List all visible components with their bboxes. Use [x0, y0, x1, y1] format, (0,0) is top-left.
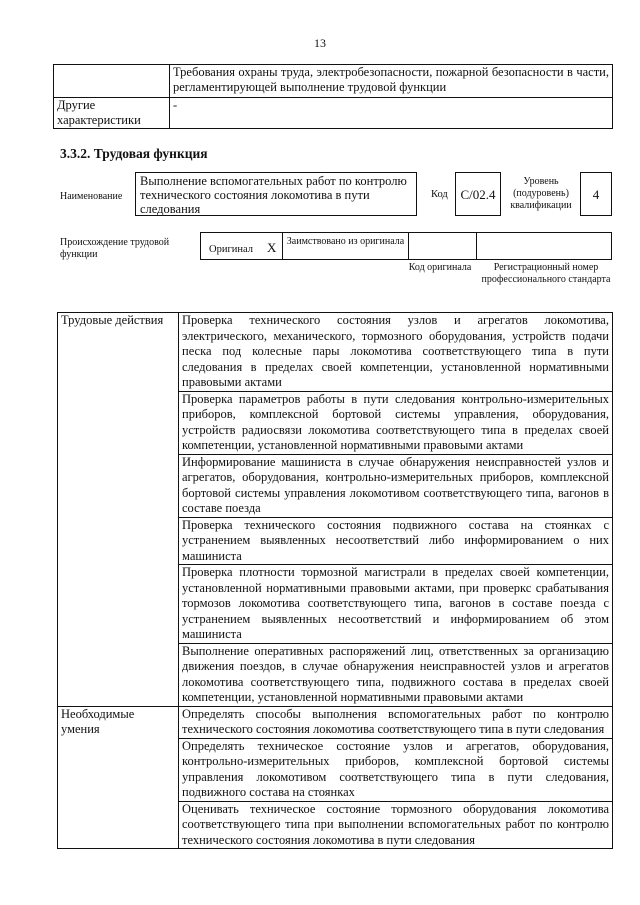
code-original-cell — [409, 233, 477, 259]
skill-item: Определять техническое состояние узлов и агрегатов, оборудования, контрольно-измерительных приборов, комплексной бортовой системы управления локомотивом соответствующего типа в пути следования, подвижного состава на стоянках — [179, 738, 613, 801]
other-characteristics-label: Другие характеристики — [54, 98, 170, 129]
labor-action-item: Проверка технического состояния узлов и агрегатов локомотива, электрического, механического, тормозного оборудования, устройств подачи песка под колесные пары локомотива соответствующего типа в пути следования в пределах своей компетенции, установленной нормативными правовыми актами — [179, 313, 613, 392]
safety-requirements-text: Требования охраны труда, электробезопасности, пожарной безопасности в части, регламентирующей выполнение трудовой функции — [170, 65, 613, 98]
original-mark: X — [267, 240, 277, 255]
name-label: Наименование — [60, 191, 123, 202]
labor-action-item: Проверка параметров работы в пути следования контрольно-измерительных приборов, комплексной бортовой системы управления, оборудования, устройств радиосвязи локомотива соответствующего типа в пределах своей компетенции, установленной нормативными правовыми актами — [179, 391, 613, 454]
code-label: Код — [431, 189, 448, 200]
table-row — [54, 98, 613, 129]
table-row — [58, 313, 613, 392]
labor-function-table — [57, 312, 613, 849]
reg-number-label: Регистрационный номер профессионального стандарта — [481, 262, 611, 285]
skill-item: Определять способы выполнения вспомогательных работ по контролю технического состояния локомотива соответствующего типа в пути следования — [179, 706, 613, 738]
origin-row — [200, 232, 612, 260]
empty-cell — [54, 65, 170, 98]
borrowed-label: Заимствовано из оригинала — [283, 233, 409, 259]
skill-item: Оценивать техническое состояние тормозного оборудования локомотива соответствующего типа при выполнении вспомогательных работ по контролю технического состояния локомотива в пути следования — [179, 801, 613, 849]
origin-label: Происхождение трудовой функции — [60, 237, 170, 260]
skills-label: Необходимые умения — [58, 706, 179, 849]
page-number: 13 — [314, 36, 326, 50]
other-characteristics-value: - — [170, 98, 613, 129]
original-cell — [201, 233, 283, 259]
original-label: Оригинал — [209, 244, 253, 255]
function-name-box: Выполнение вспомогательных работ по контролю технического состояния локомотива в пути следования — [135, 172, 417, 216]
level-label: Уровень (подуровень) квалификации — [510, 176, 572, 211]
section-heading: 3.3.2. Трудовая функция — [60, 146, 208, 161]
code-original-label: Код оригинала — [408, 262, 472, 273]
code-value-box: C/02.4 — [455, 172, 501, 216]
labor-action-item: Проверка плотности тормозной магистрали в пределах своей компетенции, установленной нормативными правовыми актами, при проверкс срабатывания тормозов локомотива соответствующего типа, вагонов в составе поезда с устранением выявленных несоответствий и информированием об этом машиниста — [179, 565, 613, 644]
labor-actions-label: Трудовые действия — [58, 313, 179, 707]
table-row — [58, 706, 613, 738]
reg-number-cell — [477, 233, 611, 259]
labor-action-item: Выполнение оперативных распоряжений лиц, ответственных за организацию движения поездов, в случае обнаружения неисправностей узлов и агрегатов локомотива соответствующего типа, подвижного состава в пределах своей компетенции, установленной нормативными правовыми актами — [179, 643, 613, 706]
labor-action-item: Проверка технического состояния подвижного состава на стоянках с устранением выявленных несоответствий либо информированием о них машиниста — [179, 517, 613, 565]
level-value-box: 4 — [580, 172, 612, 216]
table-row — [54, 65, 613, 98]
top-characteristics-table — [53, 64, 613, 129]
labor-action-item: Информирование машиниста в случае обнаружения неисправностей узлов и агрегатов, оборудования, контрольно-измерительных приборов, комплексной бортовой системы управления локомотивом соответствующего типа, вагонов в составе поезда — [179, 454, 613, 517]
